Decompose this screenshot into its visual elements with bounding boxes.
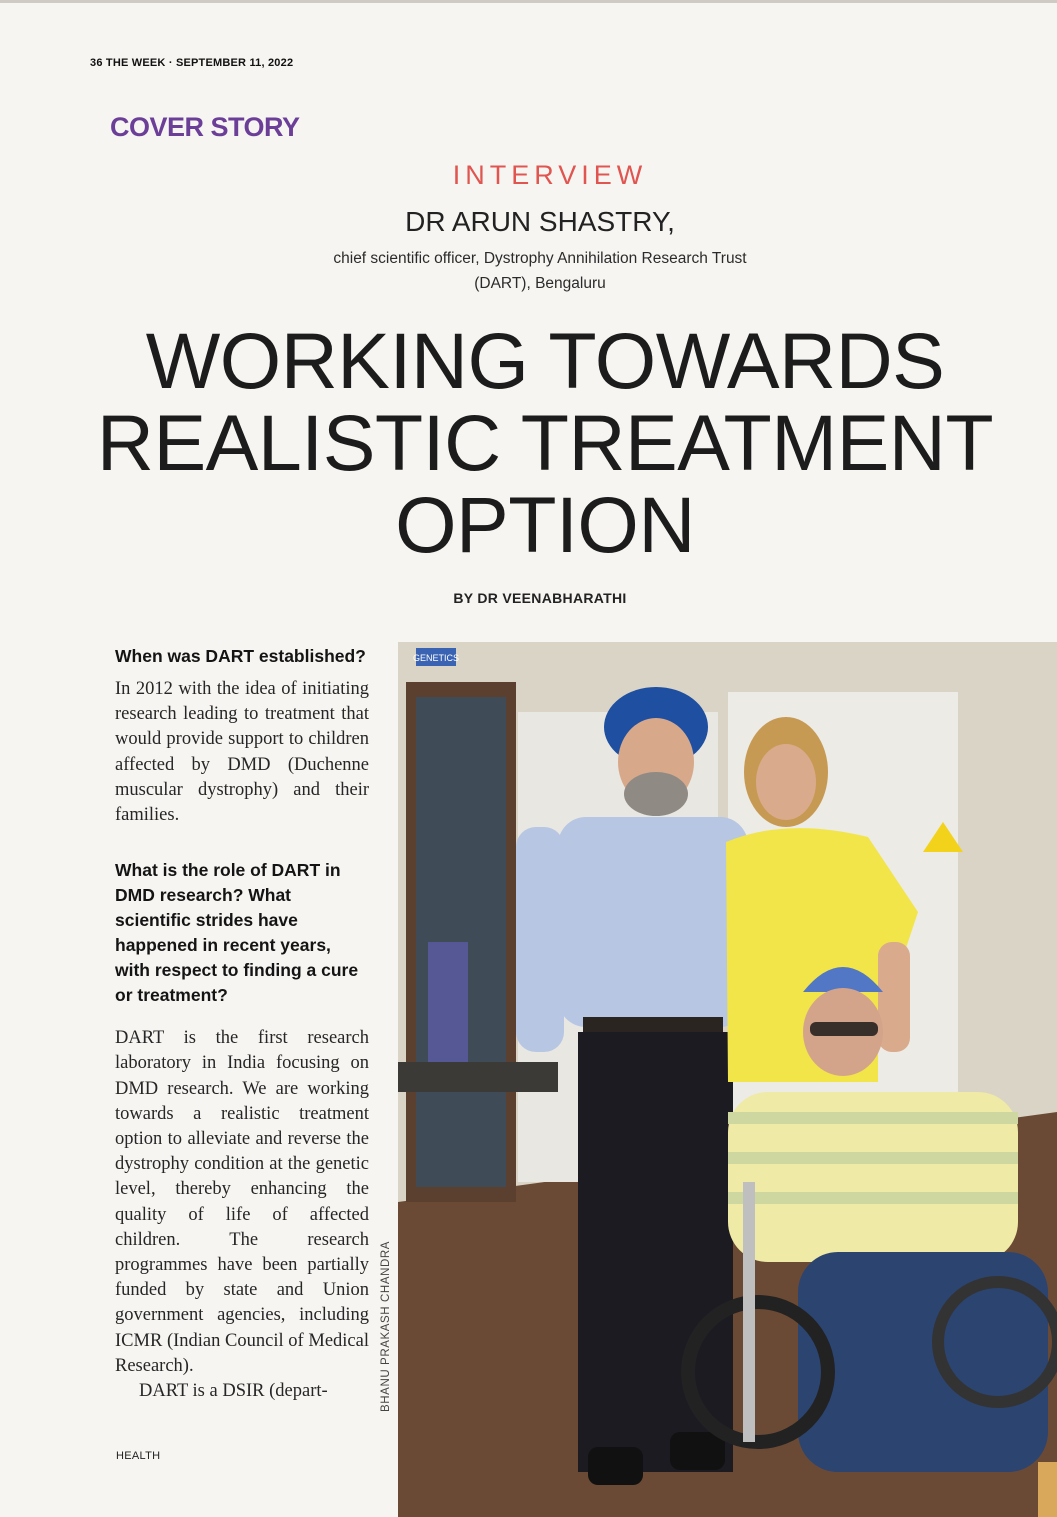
footer-section-label: HEALTH (116, 1450, 161, 1462)
photo-credit: BHANU PRAKASH CHANDRA (380, 1240, 392, 1412)
shirt-stripe-3 (728, 1192, 1018, 1204)
question-2: What is the role of DART in DMD research? What scientific strides have happened in recent years, with respect to finding a cure or treatment? (115, 860, 359, 1006)
shirt-stripe-1 (728, 1112, 1018, 1124)
section-label: COVER STORY (110, 112, 300, 142)
photo-illustration (398, 642, 1057, 1517)
headline-line-1: WORKING TOWARDS (145, 316, 945, 405)
kicker: INTERVIEW (452, 160, 648, 190)
page-folio (90, 57, 293, 69)
woman-face (756, 744, 816, 820)
headline-line-2: REALISTIC TREATMENT (96, 398, 994, 487)
genetics-sign-text: GENETICS (412, 653, 460, 663)
answer-2: DART is the first research laboratory in India focusing on DMD research. We are working towards a realistic treatment option to alleviate and reverse the dystrophy condition at the genetic level, thereby enhancing the quality of life of affected children. The research programmes have been partially funded by state and Union government agencies, including ICMR (Indian Council of Medical Research). (115, 1028, 369, 1376)
girl-glasses (810, 1022, 878, 1036)
shirt-stripe-2 (728, 1152, 1018, 1164)
man-shoe-left (588, 1447, 643, 1485)
page-number: 36 (90, 57, 103, 69)
role-line-1: chief scientific officer, Dystrophy Annihilation Research Trust (333, 250, 747, 267)
man-trousers (578, 1032, 733, 1472)
photo-flowers (428, 942, 468, 1062)
man-left-arm (516, 827, 564, 1052)
man-beard (624, 772, 688, 816)
publication-line: THE WEEK · SEPTEMBER 11, 2022 (105, 57, 294, 69)
interviewee-name: DR ARUN SHASTRY, (405, 206, 675, 237)
byline: BY DR VEENABHARATHI (453, 590, 627, 606)
article-column (115, 644, 369, 1404)
interviewee-role (280, 246, 800, 296)
interview-photo (398, 642, 1057, 1517)
headline-line-3: OPTION (395, 480, 695, 569)
photo-bench (398, 1062, 558, 1092)
sandal (1038, 1462, 1057, 1517)
chair-frame (743, 1182, 755, 1442)
man-shirt (558, 817, 748, 1027)
man-shoe-right (670, 1432, 725, 1470)
answer-2-continuation: DART is a DSIR (depart- (139, 1381, 328, 1402)
headline (40, 316, 1050, 569)
role-line-2: (DART), Bengaluru (474, 275, 606, 292)
top-rule (0, 0, 1057, 3)
answer-1: In 2012 with the idea of initiating research leading to treatment that would provide support to children affected by DMD (Duchenne muscular dystrophy) and their families. (115, 679, 369, 826)
question-1: When was DART established? (115, 646, 366, 666)
